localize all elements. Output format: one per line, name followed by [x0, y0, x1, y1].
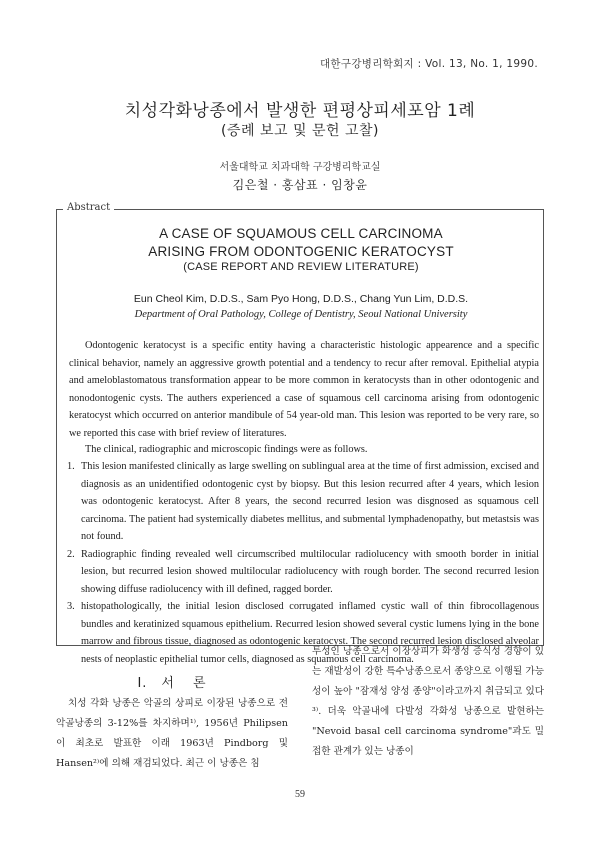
english-author-list: Eun Cheol Kim, D.D.S., Sam Pyo Hong, D.D.S., Chang Yun Lim, D.D.S.	[133, 293, 469, 305]
article-title: 치성각화낭종에서 발생한 편평상피세포암 1례	[124, 101, 476, 121]
article-subtitle: (증례 보고 및 문헌 고찰)	[221, 123, 379, 139]
list-item-number: 1.	[67, 461, 75, 472]
list-item-text: Radiographic finding revealed well circumscribed multilocular radiolucency with smooth border in initial lesion, but recurred lesion showed multilocular radiolucency with rough border. The second recurred lesion showing diffuse radiolucency with ill defined, ragged border.	[81, 548, 539, 595]
abstract-box	[56, 202, 544, 665]
english-subtitle: (CASE REPORT AND REVIEW LITERATURE)	[183, 261, 419, 273]
list-item	[61, 546, 539, 599]
abstract-paragraph-1-text: Odontogenic keratocyst is a specific entity having a characteristic histologic appearence and a specific clinical behavior, namely an aggressive growth potential and a tendency to recur after removal. Epithelial atypia and ameloblastomatous transformation appear to be more common in keratocysts than in other odontogenic and nonodontogenic cysts. The authers experienced a case of squamous cell carcinoma arising from odontogenic keratocyst which occurred on anterior mandibule of 54 year-old man. This lesion was reported to be very rare, so we reported this case with brief review of literatures.	[69, 340, 539, 439]
section-number: Ⅰ.	[137, 676, 148, 691]
body-paragraph: 치성 각화 낭종은 악골의 상피로 이장된 낭종으로 전 악골낭종의 3-12%를 차지하며¹⁾, 1956년 Philipsen이 최초로 발표한 이래 1963년 Pindborg 및 Hansen²⁾에 의해 재검되었다. 최근 이 낭종은 침	[56, 698, 288, 769]
abstract-paragraph-2	[69, 441, 539, 459]
english-title-line-2: ARISING FROM ODONTOGENIC KERATOCYST	[148, 244, 454, 259]
page-number: 59	[295, 789, 305, 800]
list-item-text: This lesion manifested clinically as large swelling on sublingual area at the time of first admission, excised and diagnosis as an unidentified odontogenic cyst by biopsy. But this lesion recurred after 4 years, which lesion was odontogenic keratocyst. After 8 years, the second recurred lesion was disgnosed as squamous cell carcinoma. The patient had systemically diabetes mellitus, and submental lymphadenopathy, but metastsis was not found.	[81, 461, 539, 542]
findings-list	[61, 458, 539, 668]
affiliation: 서울대학교 치과대학 구강병리학교실	[219, 162, 381, 173]
section-heading-introduction	[56, 672, 288, 691]
list-item-number: 2.	[67, 548, 75, 560]
body-paragraph: 투성인 낭종으로서 이장상피가 화생성 증식성 경향이 있는 재발성이 강한 특수낭종으로서 종양으로 이행될 가능성이 높아 "잠재성 양성 종양"이라고까지 취급되고 있다³⁾. 더욱 악골내에 다발성 각화성 낭종으로 발현하는 "Nevoid basal cell carcinoma syndrome"과도 밀접한 관계가 있는 낭종이	[312, 646, 544, 757]
list-item-number: 3.	[67, 601, 75, 612]
body-column-right	[312, 642, 544, 762]
abstract-paragraph-2-text: The clinical, radiographic and microscopic findings were as follows.	[85, 444, 368, 455]
journal-reference: 대한구강병리학회지 : Vol. 13, No. 1, 1990.	[319, 58, 538, 70]
author-list: 김은철 · 홍삼표 · 임창윤	[232, 178, 368, 192]
body-column-left	[56, 694, 288, 774]
english-title-line-1: A CASE OF SQUAMOUS CELL CARCINOMA	[159, 226, 443, 241]
list-item	[61, 458, 539, 546]
section-title-part-2: 론	[192, 676, 207, 691]
list-item-text: histopathologically, the initial lesion disclosed corrugated inflamed cystic wall of thin fibrocollagenous bundles and keratinized squamous epithelium. Recurred lesion showed several cystic lumens lying in the bone marrow and fibrous tissue, diagnosed as odontogenic keratocyst. The second recurred lesion disclosed alveolar nests of neoplastic epithelial tumor cells, diagnosed as squamous cell carcinoma.	[81, 601, 539, 665]
abstract-paragraph-1	[69, 337, 539, 442]
section-title-part-1: 서	[161, 676, 175, 691]
abstract-label: Abstract	[63, 202, 114, 213]
english-department: Department of Oral Pathology, College of Dentistry, Seoul National University	[134, 309, 468, 320]
